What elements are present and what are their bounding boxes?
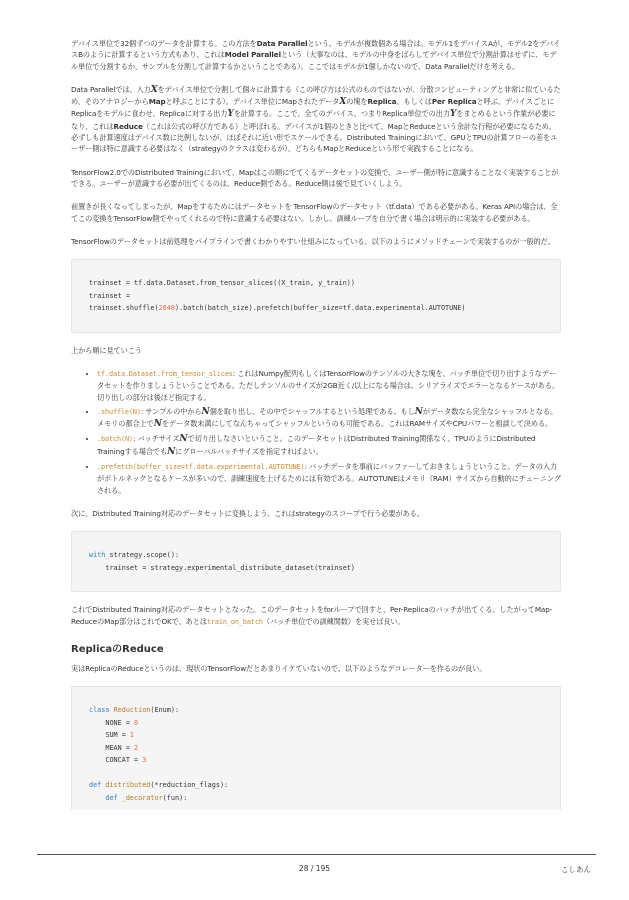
paragraph-per-replica: これでDistributed Training対応のデータセットとなった。このデータセットをforループで回すと、Per-Replicaのバッチが出てくる。したがってMap-ReduceのMap部分はこれでOKで、あとはtrain_on_batch（バッチ単位での訓練関数）を実せば良い。 bbox=[71, 605, 553, 626]
paragraph-map-reduce: Data Parallelでは、入力Xをデバイス単位で分割して個々に計算する（この呼び方は公式のものではないが、分散コンピューティングと非常に似ているため、そのアナロジーからMapと呼ぶことにする）。デバイス単位にMapされたデータXの塊をReplica、もしくはPer Replicaと呼ぶ。デバイスごとにReplicaをモデルに食わせ、Replicaに対する出力Yを計算する。ここで、全てのデバイス、つまりReplica単位での出力Yをまとめるという作業が必要になり、これはReduce（これは公式の呼び方である）と呼ばれる。デバイスが1個のときと比べて、MapとReduceという余計な行程が必要になるため、必ずしも計算速度はデバイス数に比例しないが、ほぼそれに近い形でスケールできる。Distributed Trainingにおいて、GPUとTPUの計算フローの差をユーザー側は特に意識する必要はなく（strategyのクラスは変わるが）、どちらもMapとReduceという形で実践することになる。 bbox=[71, 84, 561, 154]
paragraph-tf-data: 前置きが長くなってしまったが、Mapをするためにはデータセットを TensorFlowのデータセット（tf.data）である必要がある。Keras APIの場合は、全てこの変換をTensorFlow側でやってくれるので特に意識する必要はない。しかし、訓練ループを自分で書く場合は明示的に実装する必要がある。 bbox=[71, 202, 558, 223]
footer-divider bbox=[37, 854, 596, 855]
paragraph-reduce-decorator: 実はReplicaのReduceというのは、現状のTensorFlowだとあまりイケていないので、以下のようなデコレーターを作るのが良い。 bbox=[71, 663, 487, 673]
paragraph-data-parallel: デバイス単位で32個ずつのデータを計算する。この方法をData Parallelという。モデルが複数個ある場合は、モデル1をデバイスAが、モデル2をデバイスBのように計算するという方式もあり、これはModel Parallelという（大事なのは、モデルの中身をばらしてデバイス単位で分割計算はせずに、モデル単位で分割するか、サンプルを分割して計算するかということである）。ここではモデルが1個しかないので、Data Parallelだけを考える。 bbox=[71, 39, 561, 71]
method-list bbox=[71, 368, 561, 496]
list-item: • tf.data.Dataset.from_tensor_slices: これはNumpy配列もしくはTensorFlowのテンソルの大きな塊を、バッチ単位で切り出すようなデータセットを作りましょうということである。ただしテンソルのサイズが2GB近く/以上になる場合は、シリアライズでエラーとなるケースがある。切り出しの部分は後ほど指定する。 bbox=[97, 368, 561, 403]
paragraph-distribute-dataset: 次に、Distributed Training対応のデータセットに変換しよう。これはstrategyのスコープで行う必要がある。 bbox=[71, 508, 424, 518]
list-item: • .prefetch(buffer_size=tf.data.experimental.AUTOTUNE): バッチデータを事前にバッファーしておきましょうということ。データの入力がボトルネックとなるケースが多いので、訓練速度を上げるためには有効である。AUTOTUNEはメモリ（RAM）サイズから自動的にチューニングされる。 bbox=[97, 461, 561, 496]
code-block-reduction[interactable]: class Reduction(Enum): NONE = 0 SUM = 1 MEAN = 2 CONCAT = 3 def distributed(*reduction_flags): def _decorator(fun): bbox=[71, 686, 561, 810]
paragraph-pipeline: TensorFlowのデータセットは前処理をパイプラインで書くわかりやすい仕組みになっている。以下のようにメソッドチェーンで実装するのが一般的だ。 bbox=[71, 236, 555, 246]
list-item: • .batch(N): バッチサイズNで切り出しなさいということ。このデータセットはDistributed Training関係なく、TPUのようにDistributed Trainingする場合でもNにグローバルバッチサイズを指定すればよい。 bbox=[97, 433, 561, 458]
code-block-strategy-scope[interactable]: with strategy.scope(): trainset = strategy.experimental_distribute_dataset(trainset) bbox=[71, 531, 561, 592]
page-number: 28 / 195 bbox=[298, 864, 331, 873]
list-item: • .shuffle(N): サンプルの中からN個を取り出し、その中でシャッフルするという処理である。もしNがデータ数なら完全なシャッフルとなる。メモリの都合上でNをデータ数未満にしてなんちゃってシャッフルというのも可能である。これはRAMサイズやCPUパワーと相談して決める。 bbox=[97, 406, 561, 431]
author-name: こしあん bbox=[561, 865, 591, 874]
paragraph-tf2-map: TensorFlow2.0でのDistributed Trainingにおいて、Mapはこの順にでてくるデータセットの変換で、ユーザー側が特に意識することなく実装することができる。ユーザーが意識する必要が出てくるのは、Reduce側である。Reduce側は後で見ていくしよう。 bbox=[71, 167, 559, 188]
code-block-dataset[interactable]: trainset = tf.data.Dataset.from_tensor_slices((X_train, y_train)) trainset = trainset.shuffle(2048).batch(batch_size).prefetch(buffer_size=tf.data.experimental.AUTOTUNE) bbox=[71, 259, 561, 333]
paragraph-look-in-order: 上から順に見ていこう bbox=[71, 345, 142, 355]
page-content bbox=[71, 38, 561, 822]
section-heading: ReplicaのReduce bbox=[71, 643, 164, 655]
